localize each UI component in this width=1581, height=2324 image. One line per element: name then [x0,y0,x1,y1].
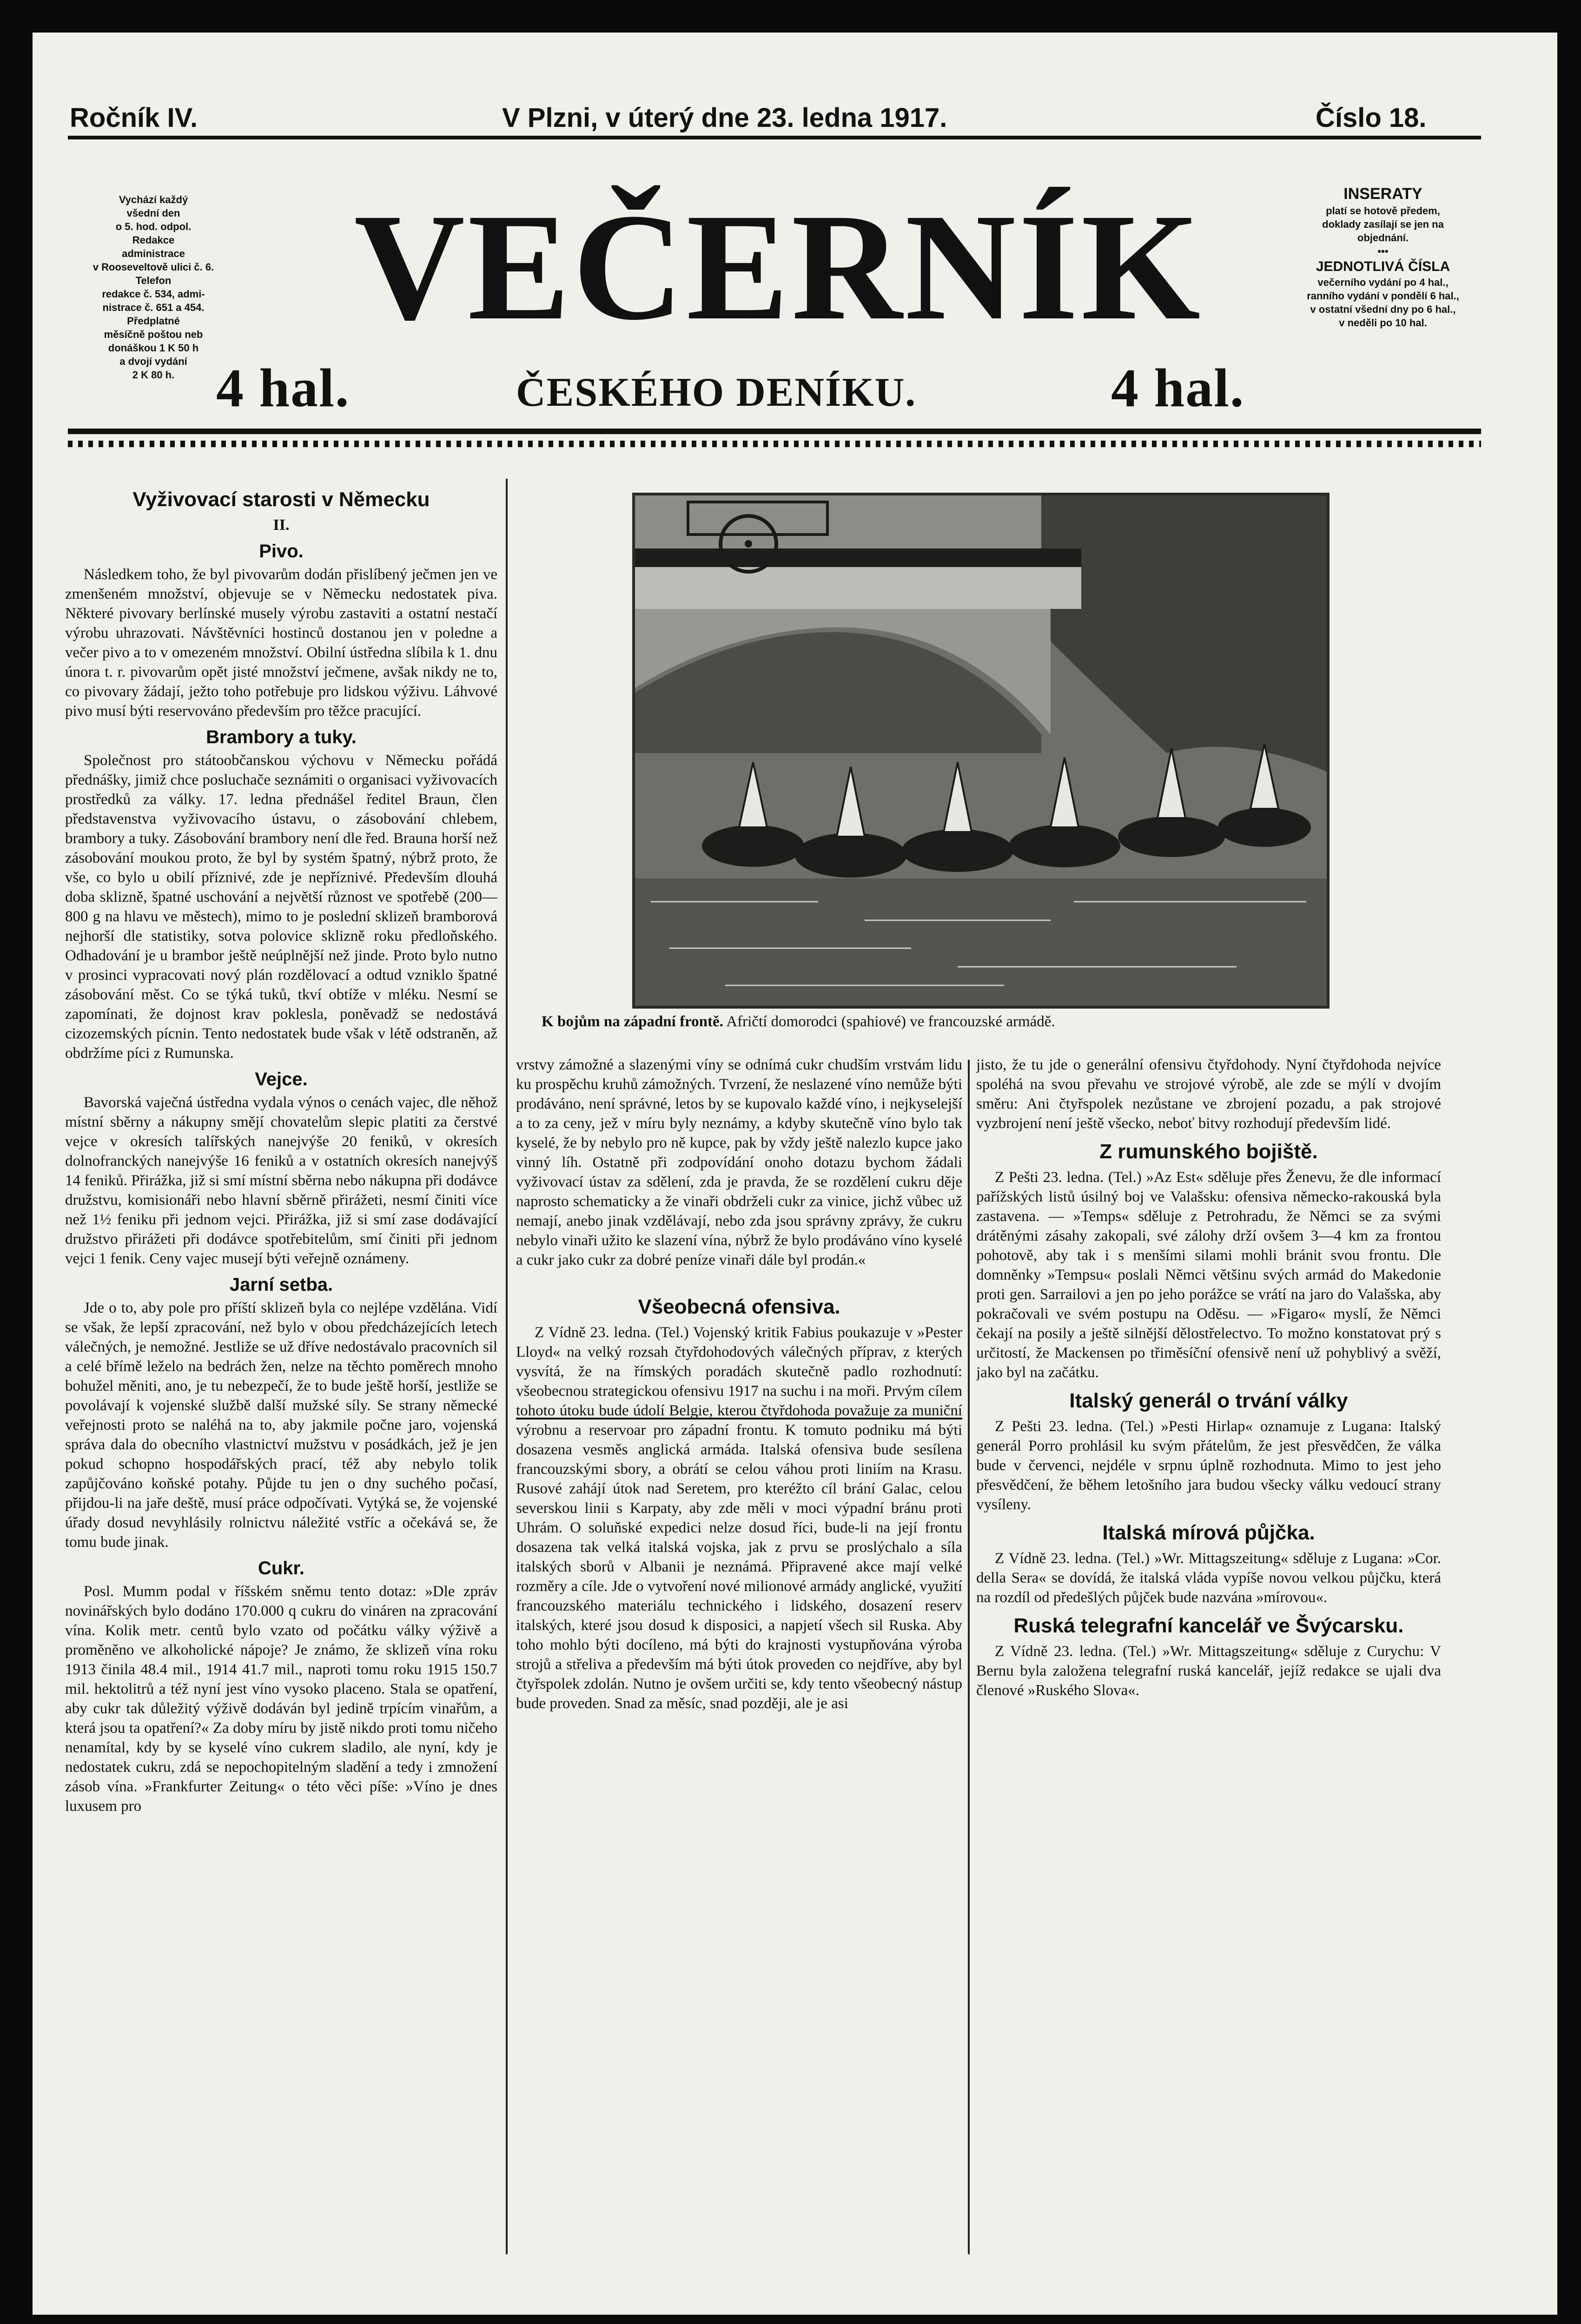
article-text: Z Vídně 23. ledna. (Tel.) »Wr. Mittagszeitung« sděluje z Lugana: »Cor. della Sera« se dovídá, že italská vláda vypíše novou velkou půjčku, která na rozdíl od předešlých půjček bude nazvána »mírovou«. [976,1550,1441,1606]
newspaper-page [33,33,1557,2315]
section-text: Následkem toho, že byl pivovarům dodán přislíbený ječmen jen ve zmenšeném množství, objevuje se v Německu nedostatek piva. Některé pivovary berlínské musely výrobu zastaviti a ostatní nestačí výrobu uhrazovati. Návštěvníci hostinců dostanou jen v poledne a večer pivo a to v omezeném množství. Obilní ústředna slíbila k 1. dnu února t. r. pivovarům opět jisté množství ječmene, avšak nikdy ne to, co pivovary žádají, ježto toho potřebuje pro lidskou výživu. Láhvové pivo musí býti reservováno především pro těžce pracující. [65,566,497,720]
caption-text: Afričtí domorodci (spahiové) ve francouzské armádě. [726,1013,1055,1030]
info-line: 2 K 80 h. [132,369,175,381]
continued-text: jisto, že tu jde o generální ofensivu čtyřdohody. Nyní čtyřdohoda nejvíce spoléhá na svou převahu ve strojové výrobě, ale zde se mýlí v dvojím směru: Ani čtyřspolek nezůstane ve zbrojení pozadu, a pak strojové vyzbrojení není ještě všecko, neboť bitvy rozhodují především lidé. [976,1056,1441,1132]
info-box-left [70,193,237,382]
article-part: II. [273,516,290,534]
section-heading: Cukr. [258,1558,305,1578]
info-line: donáškou 1 K 50 h [108,342,199,354]
section-text: Posl. Mumm podal v říšském sněmu tento dotaz: »Dle zpráv novinářských bylo dodáno 170.000 q cukru do vináren na zpracování vína. Kolik metr. centů bylo vzato od počátku války výživě a proměněno ve alkoholické nápoje? Je známo, že sklizeň vína roku 1913 činila 48.4 mil., 1914 41.7 mil., naproti tomu roku 1915 150.7 mil. hektolitrů a též nyní jest víno vysoko placeno. Stala se opatření, aby cukr tak důležitý výživě dodáván byl jedině trpícím vinařům, a která jsou ta opatření?« Za doby míru by jistě nikdo proti tomu ničeho nenamítal, kdy by se kyselé víno cukrem sladilo, ale nyní, kdy je nedostatek cukru, zdá se nepochopitelným sladění a tedy i zmnožení zásob vína. »Frankfurter Zeitung« o této věci píše: »Víno je dnes luxusem pro [65,1583,497,1815]
issue-number: Číslo 18. [1316,103,1427,133]
masthead-title: VEČERNÍK [354,182,1204,352]
section-heading: Vejce. [255,1069,308,1089]
column-left [65,481,497,2261]
info-line: nistrace č. 651 a 454. [102,302,205,313]
article-title: Všeobecná ofensiva. [638,1295,840,1318]
info-line: redakce č. 534, admi- [102,288,205,300]
masthead-subtitle: ČESKÉHO DENÍKU. [516,370,917,415]
header-rule [68,136,1481,139]
info-line: administrace [122,248,185,259]
article-text: Z Vídně 23. ledna. (Tel.) Vojenský kritik Fabius poukazuje v »Pester Lloyd« na velký rozsah čtyřdohodových válečných příprav, z kterých vysvítá, že na římských poradách skutečně padlo rozhodnutí: všeobecnou strategickou ofensivu 1917 na suchu i na moři. Prvým cílem tohoto útoku bude údolí Belgie, kterou čtyřdohoda považuje za muniční výrobnu a reservoar pro západní frontu. K tomuto podniku má býti dosazena vesměs anglická armáda. Italská ofensiva bude sesílena francouzskými sbory, a obrátí se celou váhou proti liniím na Krasu. Rusové zahájí útok nad Seretem, pro kteréžto cíl brání Galac, celou severskou linii s Karpaty, aby zde měli v moci výpadní bránu proti Uhrám. O soluňské expedici nelze dosud říci, bude-li na její frontu dosazena tak velká italská vojska, jak z prvu se proslýchalo a síla italských sborů v Albanii je neznámá. Připravené akce mají velké rozměry a cíle. Jde o vytvoření nové milionové armády anglické, využití francouzského materiálu technického i lidského, dosazení reserv italských, které jsou dosud k disposici, a napjetí všech sil Ruska. Aby toho mohlo býti docíleno, má býti do krajnosti vystupňována výroba strojů a střeliva a především má býti útok proveden co nejdříve, aby byl čtyřspolek zdolán. Nutno je ovšem určiti se, kdy tento všeobecný nástup bude proveden. Snad za měsíc, snad později, ale je asi [516,1324,962,1712]
section-heading: Brambory a tuky. [206,727,357,747]
single-issue-text: večerního vydání po 4 hal., ranního vydání v pondělí 6 hal., v ostatní všední dny po 6 hal., v neděli po 10 hal. [1307,277,1459,329]
box-separator: ••• [1377,245,1389,257]
info-line: Redakce [132,234,175,246]
info-line: Předplatné [127,315,180,327]
column-right [976,1055,1441,2259]
inserts-text: platí se hotově předem, doklady zasílají se jen na objednání. [1322,205,1444,244]
single-issue-heading: JEDNOTLIVÁ ČÍSLA [1316,259,1450,274]
column-separator [968,1060,970,2254]
section-heading: Jarní setba. [229,1274,333,1295]
volume-label: Ročník IV. [70,103,198,133]
article-title: Italská mírová půjčka. [1102,1521,1315,1544]
article-title: Italský generál o trvání války [1069,1389,1348,1412]
info-line: Vychází každý [119,194,188,205]
column-separator [506,479,508,2254]
info-line: v Rooseveltově ulici č. 6. [93,261,214,273]
illustration-african-spahis [632,493,1330,1009]
inserts-heading: INSERATY [1343,185,1422,203]
column-middle [516,1055,962,2259]
info-line: o 5. hod. odpol. [115,221,192,232]
article-text: Z Pešti 23. ledna. (Tel.) »Pesti Hirlap« oznamuje z Lugana: Italský generál Porro prohlásil ku svým přátelům, že jest přesvědčen, že válka bude v červenci, nejdéle v srpnu úplně rozhodnuta. Mimo to jest jeho přesvědčení, že během letošního jara budou všecky válku vedoucí strany vysíleny. [976,1418,1441,1513]
article-text: Z Vídně 23. ledna. (Tel.) »Wr. Mittagszeitung« sděluje z Curychu: V Bernu byla založena telegrafní ruská kancelář, jejíž redakce se ujali dva členové »Ruského Slova«. [976,1643,1441,1699]
info-line: a dvojí vydání [119,356,187,367]
section-text: Jde o to, aby pole pro příští sklizeň byla co nejlépe vzdělána. Vidí se však, že lepší zpracování, než bylo v obou předcházejících letech válečných, je nemožné. Jestliže se už dříve nedostávalo pracovních sil a celé břímě leželo na bedrách žen, nelze na těchto poměrech mnoho bohužel měniti, ano, je tu nebezpečí, že to bude ještě horší, jestliže se povolávají k vojenské službě další mužské síly. Se strany německé veřejnosti proto se naléhá na to, aby jakmile počne jaro, vojenská správa dala do obecního vlastnictví mužstvu v posádkách, jež je jen pokud schopno hospodářských prací, též aby nebylo tolik zapůjčováno koňské potahy. Půjde tu jen o dny suchého počasí, přijdou-li na jaře deště, musí práce odpočívati. Vytýká se, že vojenské úřady dosud nevyhlásily rolnictvu náležité vstříc a očekává se, že tomu bude jinak. [65,1300,497,1551]
article-title: Ruská telegrafní kancelář ve Švýcarsku. [1013,1614,1404,1637]
info-line: všední den [126,207,180,219]
info-box-right [1306,184,1460,330]
info-line: Telefon [135,275,172,286]
price-left: 4 hal. [216,357,350,418]
illustration-caption [542,1013,1443,1030]
article-title: Z rumunského bojiště. [1099,1140,1318,1163]
dateline: V Plzni, v úterý dne 23. ledna 1917. [502,103,947,133]
masthead-rule-dotted [68,441,1481,447]
info-line: měsíčně poštou neb [104,329,203,340]
caption-lead: K bojům na západní frontě. [542,1013,723,1030]
masthead-rule-thick [68,429,1481,434]
price-right: 4 hal. [1111,357,1245,418]
section-text: Společnost pro státoobčanskou výchovu v Německu pořádá přednášky, jimiž chce posluchače seznámiti o organisaci vyživovacích prostředků za války. 17. ledna přednášel ředitel Braun, člen představenstva vyživovacího ústavu, o zásobování chlebem, brambory a tuky. Zásobování brambory není dle řed. Brauna horší než zásobování moukou proto, že byl by systém špatný, nýbrž proto, že vše, co bylo u obilí příznivé, zde je nepříznivé. Především dlouhá doba sklizně, špatné uschování a největší různost ve spotřebě (200—800 g na hlavu ve městech), mimo to je poslední sklizeň bramborová nejhorší dle statistiky, sotva polovice sklizně roku předloňského. Odhadování je u brambor ještě neúplnější než jinde. Proto bylo nutno v prosinci vypracovati nový plán rozdělovací a odtud vzniklo špatné zásobování měst. Co se týká tuků, tkví obtíže v mléku. Nesmí se zapomínati, že dojnost krav poklesla, poněvadž se nedostává cizozemských pícnin. Tento nedostatek bude však v létě odstraněn, až obdržíme píci z Rumunska. [65,752,497,1062]
article-text: Z Pešti 23. ledna. (Tel.) »Az Est« sděluje přes Ženevu, že dle informací pařížských listů úsilný boj ve Valašsku: ofensiva německo-rakouská byla zastavena. — »Temps« sděluje z Petrohradu, že Němci se za svými drátěnými zásahy zakopali, své zálohy drží ovšem 3—4 km za frontou pohotově, aby tak i s menšími silami mohli bránit svou frontu. Dle domněnky »Tempsu« poslali Němci většinu svých armád do Makedonie proti gen. Sarrailovi a jen po jeho porážce se vrátí na jaro do Valašska, aby pokračovali ve svém postupu na Oděsu. — »Figaro« myslí, že Němci čekají na posily a ještě silnější dělostřelectvo. To možno konstatovat prý s určitostí, že Mackensen po třiměsíční ofensivě není už pohyblivý a svěží, jako byl na začátku. [976,1169,1441,1381]
section-heading: Pivo. [259,541,304,561]
section-text: Bavorská vaječná ústředna vydala výnos o cenách vajec, dle něhož místní sběrny a nákupny smějí chovatelům slepic platiti za čerstvé vejce v okresích talířských nanejvýše 20 feniků, v okresích dolnofranckých nanejvýše 16 feniků a v ostatních okresích nanejvýš 14 feniků. Přirážka, již si smí místní sběrna nebo nákupna při dodávce družstvu, komisionáři nebo hlavní sběrně přirážeti, nesmí činiti více než 1½ feniku při jednom vejci. Přirážka, již si smí zase dodávající družstvo přirážeti při dodávce spotřebitelům, smí činiti při jednom vejci 1 fenik. Ceny vajec musejí býti veřejně oznámeny. [65,1094,497,1267]
continued-text: vrstvy zámožné a slazenými víny se odnímá cukr chudším vrstvám lidu ku prospěchu kruhů zámožných. Tvrzení, že neslazené víno nemůže býti prodáváno, není správné, letos by se kupovalo každé víno, i nejkyselejší a to za ceny, jež v míru byly neznámy, a kdyby skutečně víno bylo tak kyselé, že by nebylo pro ně kupce, pak by vždy ještě nalezlo kupce jako vinný líh. Ostatně při zodpovídání onoho dotazu bychom žádali vyživovací ústav za sdělení, zda je pravda, že se rozdělení cukru děje naprosto schematicky a že vinaři obdrželi cukr za vinice, jichž vůbec už nemají, anebo jinak vzdělávají, nebo zda jsou správny zprávy, že cukru nebylo vinaři užito ke slazení vína, nýbrž že bylo prodáváno víno kyselé a cukr jako cukr za dobré peníze vinaři dále byl prodán.« [516,1056,962,1268]
article-title: Vyživovací starosti v Německu [132,488,430,511]
